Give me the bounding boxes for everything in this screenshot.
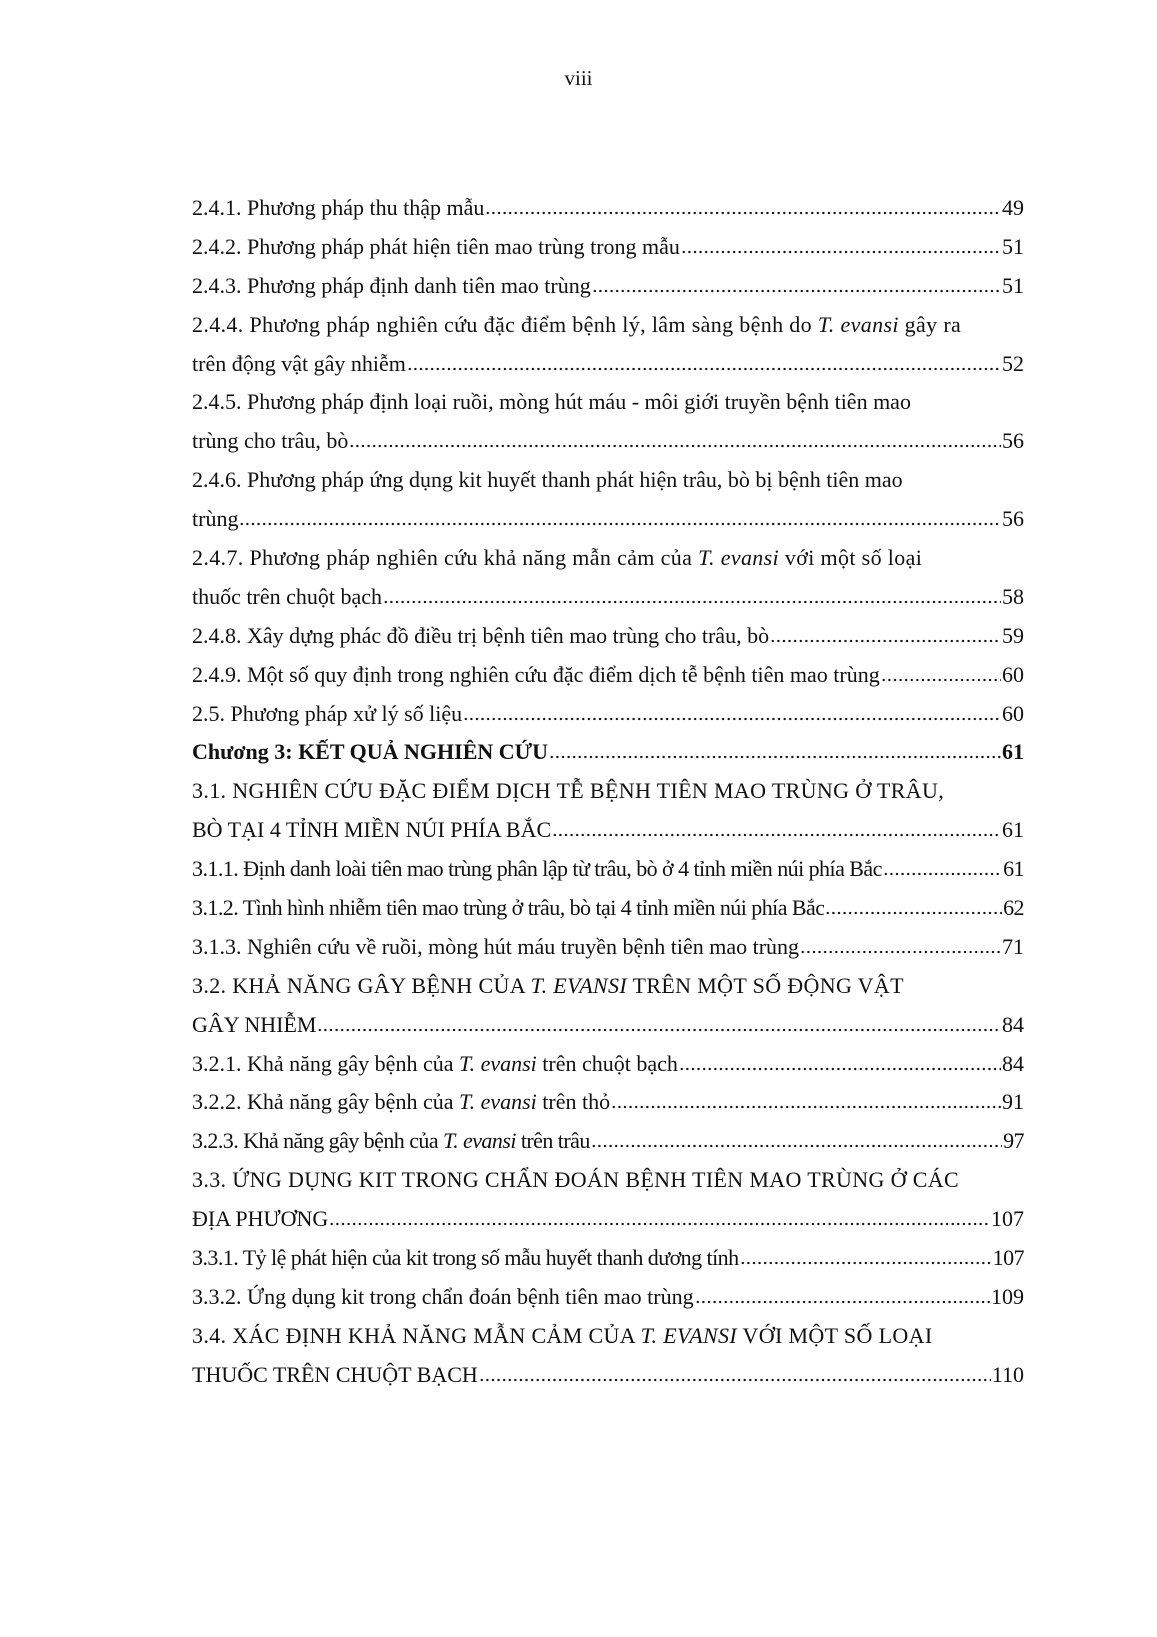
- toc-entry-title: 3.3.2. Ứng dụng kit trong chẩn đoán bệnh tiên mao trùng: [192, 1283, 694, 1309]
- toc-entry-page: 84: [1002, 1011, 1024, 1037]
- toc-entry-title-line2: trùng: [192, 506, 239, 532]
- dot-leader: [881, 668, 1001, 682]
- toc-entry-page: 109: [991, 1283, 1024, 1309]
- toc-entry-page: 107: [991, 1206, 1024, 1232]
- toc-text: TRÊN MỘT SỐ ĐỘNG VẬT: [627, 972, 904, 998]
- dot-leader: [695, 1290, 990, 1304]
- toc-entry-page: 60: [1002, 661, 1024, 687]
- dot-leader: [592, 279, 1001, 293]
- dot-leader: [317, 1018, 1001, 1032]
- toc-text: 3.4. XÁC ĐỊNH KHẢ NĂNG MẪN CẢM CỦA: [192, 1322, 641, 1348]
- toc-text: 2.4.4. Phương pháp nghiên cứu đặc điểm bệnh lý, lâm sàng bệnh do: [192, 311, 818, 337]
- toc-entry-title: 2.4.8. Xây dựng phác đồ điều trị bệnh tiên mao trùng cho trâu, bò: [192, 622, 770, 648]
- toc-entry-3-4[interactable]: [192, 1317, 1024, 1395]
- toc-entry-2-4-7[interactable]: [192, 539, 1024, 617]
- toc-entry-page: 61: [1002, 817, 1024, 843]
- toc-entry-title: [192, 1083, 610, 1122]
- toc-entry-2-4-1[interactable]: [192, 189, 1024, 228]
- toc-entry-title-line2: BÒ TẠI 4 TỈNH MIỀN NÚI PHÍA BẮC: [192, 817, 552, 843]
- dot-leader: [479, 1368, 991, 1382]
- dot-leader: [463, 707, 1001, 721]
- toc-italic-text: T. EVANSI: [640, 1322, 738, 1348]
- toc-entry-page: 107: [992, 1245, 1024, 1271]
- toc-entry-3-2[interactable]: [192, 967, 1024, 1045]
- toc-entry-title-line2: THUỐC TRÊN CHUỘT BẠCH: [192, 1361, 478, 1387]
- toc-entry-title: [192, 1045, 678, 1084]
- toc-text: 2.4.7. Phương pháp nghiên cứu khả năng mẫn cảm của: [192, 545, 699, 571]
- toc-entry-title: 3.1.2. Tình hình nhiễm tiên mao trùng ở trâu, bò tại 4 tỉnh miền núi phía Bắc: [192, 895, 825, 921]
- toc-entry-page: 110: [991, 1361, 1024, 1387]
- dot-leader: [770, 629, 1001, 643]
- toc-entry-page: 51: [1002, 233, 1024, 259]
- toc-entry-page: 97: [1003, 1128, 1024, 1154]
- toc-entry-2-4-5[interactable]: [192, 383, 1024, 461]
- dot-leader: [679, 1057, 1001, 1071]
- page-number: viii: [564, 66, 593, 90]
- dot-leader: [407, 357, 1001, 371]
- toc-italic-text: T. EVANSI: [530, 972, 628, 998]
- table-of-contents: [192, 189, 1024, 1395]
- toc-entry-title-line1: 2.4.6. Phương pháp ứng dụng kit huyết thanh phát hiện trâu, bò bị bệnh tiên mao: [192, 467, 903, 493]
- dot-leader: [383, 590, 1001, 604]
- toc-entry-page: 59: [1002, 622, 1024, 648]
- toc-text: 3.2. KHẢ NĂNG GÂY BỆNH CỦA: [192, 972, 531, 998]
- toc-text: 3.2.2. Khả năng gây bệnh của: [192, 1089, 459, 1115]
- dot-leader: [239, 512, 1001, 526]
- dot-leader: [552, 823, 1001, 837]
- toc-entry-title-line1: [192, 967, 1024, 1006]
- toc-text: 3.2.1. Khả năng gây bệnh của: [192, 1050, 459, 1076]
- toc-entry-title: [192, 1122, 590, 1161]
- toc-italic-text: T. evansi: [443, 1128, 516, 1154]
- toc-chapter-title: Chương 3: KẾT QUẢ NGHIÊN CỨU: [192, 739, 549, 765]
- toc-entry-title: 2.4.2. Phương pháp phát hiện tiên mao trùng trong mẫu: [192, 233, 680, 259]
- toc-text: VỚI MỘT SỐ LOẠI: [737, 1322, 933, 1348]
- toc-entry-page: 51: [1002, 272, 1024, 298]
- toc-text: trên trâu: [515, 1128, 590, 1154]
- toc-entry-title-line1: [192, 539, 1024, 578]
- toc-entry-3-1-1[interactable]: [192, 850, 1024, 889]
- dot-leader: [825, 901, 1002, 915]
- toc-entry-2-4-9[interactable]: [192, 656, 1024, 695]
- toc-entry-title: 2.4.3. Phương pháp định danh tiên mao trùng: [192, 272, 591, 298]
- toc-entry-2-4-3[interactable]: [192, 267, 1024, 306]
- dot-leader: [329, 1212, 990, 1226]
- dot-leader: [740, 1251, 992, 1265]
- dot-leader: [883, 862, 1002, 876]
- dot-leader: [591, 1134, 1002, 1148]
- toc-text: gây ra: [898, 311, 962, 337]
- toc-entry-title: 3.1.1. Định danh loài tiên mao trùng phân lập từ trâu, bò ở 4 tỉnh miền núi phía Bắc: [192, 856, 882, 882]
- toc-entry-3-3-1[interactable]: [192, 1239, 1024, 1278]
- dot-leader: [800, 940, 1001, 954]
- toc-entry-title-line2: thuốc trên chuột bạch: [192, 583, 382, 609]
- toc-text: trên thỏ: [536, 1089, 611, 1115]
- toc-italic-text: T. evansi: [458, 1050, 537, 1076]
- toc-entry-title: 3.1.3. Nghiên cứu về ruồi, mòng hút máu truyền bệnh tiên mao trùng: [192, 933, 800, 959]
- dot-leader: [611, 1095, 1001, 1109]
- toc-entry-title: 2.4.1. Phương pháp thu thập mẫu: [192, 195, 485, 220]
- toc-entry-2-5[interactable]: [192, 695, 1024, 734]
- toc-entry-title-line1: 3.3. ỨNG DỤNG KIT TRONG CHẨN ĐOÁN BỆNH TIÊN MAO TRÙNG Ở CÁC: [192, 1167, 959, 1193]
- toc-entry-title-line2: ĐỊA PHƯƠNG: [192, 1206, 329, 1232]
- toc-text: với một số loại: [779, 545, 923, 571]
- toc-entry-title: 3.3.1. Tỷ lệ phát hiện của kit trong số mẫu huyết thanh dương tính: [192, 1245, 739, 1271]
- toc-entry-page: 61: [1003, 856, 1024, 882]
- toc-entry-2-4-4[interactable]: [192, 306, 1024, 384]
- toc-entry-3-3[interactable]: [192, 1161, 1024, 1239]
- toc-entry-page: 60: [1002, 700, 1024, 726]
- toc-entry-page: 52: [1002, 350, 1024, 376]
- toc-entry-2-4-6[interactable]: [192, 461, 1024, 539]
- toc-entry-3-2-3[interactable]: [192, 1122, 1024, 1161]
- toc-entry-title-line1: [192, 1317, 1024, 1356]
- toc-entry-3-2-1[interactable]: [192, 1045, 1024, 1084]
- toc-entry-page: 84: [1002, 1050, 1024, 1076]
- toc-italic-text: T. evansi: [698, 545, 780, 571]
- toc-entry-title-line1: 3.1. NGHIÊN CỨU ĐẶC ĐIỂM DỊCH TỄ BỆNH TIÊN MAO TRÙNG Ở TRÂU,: [192, 778, 945, 804]
- toc-text: 3.2.3. Khả năng gây bệnh của: [192, 1128, 444, 1154]
- toc-entry-page: 56: [1002, 506, 1024, 532]
- toc-entry-title-line2: trên động vật gây nhiễm: [192, 350, 406, 376]
- toc-italic-text: T. evansi: [817, 311, 899, 337]
- toc-entry-page: 58: [1002, 583, 1024, 609]
- toc-entry-title-line1: [192, 306, 1024, 345]
- toc-entry-title: 2.4.9. Một số quy định trong nghiên cứu đặc điểm dịch tễ bệnh tiên mao trùng: [192, 661, 880, 687]
- toc-entry-page: 62: [1003, 895, 1024, 921]
- toc-entry-3-1-3[interactable]: [192, 928, 1024, 967]
- toc-entry-title-line1: 2.4.5. Phương pháp định loại ruồi, mòng hút máu - môi giới truyền bệnh tiên mao: [192, 389, 911, 415]
- toc-entry-page: 71: [1002, 933, 1024, 959]
- dot-leader: [485, 201, 1001, 215]
- toc-entry-2-4-2[interactable]: [192, 228, 1024, 267]
- dot-leader: [681, 240, 1001, 254]
- toc-entry-3-3-2[interactable]: [192, 1278, 1024, 1317]
- toc-entry-page: 56: [1002, 428, 1024, 454]
- toc-entry-2-4-8[interactable]: [192, 617, 1024, 656]
- toc-text: trên chuột bạch: [536, 1050, 678, 1076]
- toc-entry-title: 2.5. Phương pháp xử lý số liệu: [192, 700, 463, 726]
- toc-chapter-3[interactable]: [192, 733, 1024, 772]
- toc-italic-text: T. evansi: [458, 1089, 537, 1115]
- toc-entry-3-2-2[interactable]: [192, 1083, 1024, 1122]
- toc-entry-3-1[interactable]: [192, 772, 1024, 850]
- toc-entry-page: 91: [1002, 1089, 1024, 1115]
- toc-entry-title-line2: trùng cho trâu, bò: [192, 428, 349, 454]
- toc-entry-page: 49: [1002, 195, 1024, 220]
- toc-entry-3-1-2[interactable]: [192, 889, 1024, 928]
- dot-leader: [349, 434, 1001, 448]
- toc-entry-title-line2: GÂY NHIỄM: [192, 1011, 317, 1037]
- dot-leader: [549, 745, 1001, 759]
- toc-entry-page: 61: [1002, 739, 1024, 765]
